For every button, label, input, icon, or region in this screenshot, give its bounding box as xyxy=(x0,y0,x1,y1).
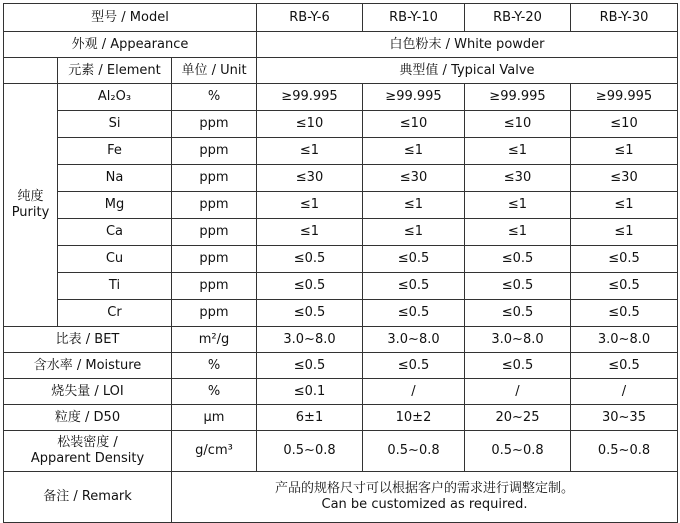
value-cell: ≥99.995 xyxy=(257,84,363,111)
value-cell: ≤1 xyxy=(257,219,363,246)
value-cell: ≤0.5 xyxy=(465,273,571,300)
purity-row xyxy=(4,111,678,138)
remark-label: 备注 / Remark xyxy=(4,472,172,523)
spec-table xyxy=(3,3,678,523)
unit-cell: ppm xyxy=(172,273,257,300)
element-name: Ca xyxy=(58,219,172,246)
value-cell: ≤10 xyxy=(257,111,363,138)
value-cell: ≤0.1 xyxy=(257,379,363,405)
purity-row xyxy=(4,246,678,273)
value-cell: / xyxy=(363,379,465,405)
value-cell: ≤1 xyxy=(257,138,363,165)
value-cell: ≤0.5 xyxy=(257,246,363,273)
model-label: 型号 / Model xyxy=(4,4,257,32)
unit-cell: % xyxy=(172,379,257,405)
value-cell: 0.5~0.8 xyxy=(363,431,465,472)
property-row xyxy=(4,353,678,379)
unit-column-header: 单位 / Unit xyxy=(172,58,257,84)
value-cell: ≤1 xyxy=(571,138,678,165)
element-name: Mg xyxy=(58,192,172,219)
property-row xyxy=(4,327,678,353)
purity-label xyxy=(4,84,58,327)
density-label xyxy=(4,431,172,472)
value-cell: ≥99.995 xyxy=(363,84,465,111)
model-name: RB-Y-10 xyxy=(363,4,465,32)
unit-cell: ppm xyxy=(172,246,257,273)
value-cell: ≤30 xyxy=(257,165,363,192)
element-name: Cu xyxy=(58,246,172,273)
appearance-row xyxy=(4,32,678,58)
remark-text xyxy=(172,472,678,523)
purity-row xyxy=(4,192,678,219)
remark-text-cn: 产品的规格尺寸可以根据客户的需求进行调整定制。 xyxy=(274,481,574,496)
value-cell: ≥99.995 xyxy=(465,84,571,111)
value-cell: 3.0~8.0 xyxy=(465,327,571,353)
value-cell: ≤10 xyxy=(465,111,571,138)
density-label-en: Apparent Density xyxy=(30,451,145,466)
value-cell: ≥99.995 xyxy=(571,84,678,111)
property-label: 含水率 / Moisture xyxy=(4,353,172,379)
purity-row xyxy=(4,84,678,111)
unit-cell: μm xyxy=(172,405,257,431)
property-label: 粒度 / D50 xyxy=(4,405,172,431)
value-cell: 0.5~0.8 xyxy=(571,431,678,472)
value-cell: / xyxy=(571,379,678,405)
value-cell: 3.0~8.0 xyxy=(571,327,678,353)
unit-cell: g/cm³ xyxy=(172,431,257,472)
value-cell: 3.0~8.0 xyxy=(363,327,465,353)
value-cell: ≤0.5 xyxy=(571,273,678,300)
unit-cell: ppm xyxy=(172,165,257,192)
value-cell: ≤1 xyxy=(363,138,465,165)
typical-value-header: 典型值 / Typical Valve xyxy=(257,58,678,84)
element-name: Ti xyxy=(58,273,172,300)
value-cell: 0.5~0.8 xyxy=(465,431,571,472)
value-cell: ≤0.5 xyxy=(363,246,465,273)
unit-cell: m²/g xyxy=(172,327,257,353)
value-cell: ≤30 xyxy=(571,165,678,192)
value-cell: ≤0.5 xyxy=(465,246,571,273)
blank-cell xyxy=(4,58,58,84)
unit-cell: % xyxy=(172,84,257,111)
value-cell: ≤1 xyxy=(571,192,678,219)
purity-row xyxy=(4,300,678,327)
unit-cell: % xyxy=(172,353,257,379)
value-cell: ≤1 xyxy=(465,192,571,219)
value-cell: 3.0~8.0 xyxy=(257,327,363,353)
value-cell: ≤1 xyxy=(363,192,465,219)
element-name: Na xyxy=(58,165,172,192)
element-name: Fe xyxy=(58,138,172,165)
value-cell: ≤0.5 xyxy=(257,353,363,379)
purity-label-cn: 纯度 xyxy=(17,189,44,204)
value-cell: ≤1 xyxy=(465,219,571,246)
property-row xyxy=(4,405,678,431)
value-cell: ≤0.5 xyxy=(571,353,678,379)
element-name: Al₂O₃ xyxy=(58,84,172,111)
property-row xyxy=(4,379,678,405)
model-name: RB-Y-30 xyxy=(571,4,678,32)
value-cell: ≤10 xyxy=(571,111,678,138)
density-label-cn: 松装密度 / xyxy=(57,435,118,450)
unit-cell: ppm xyxy=(172,300,257,327)
unit-cell: ppm xyxy=(172,192,257,219)
model-name: RB-Y-6 xyxy=(257,4,363,32)
purity-row xyxy=(4,138,678,165)
value-cell: ≤0.5 xyxy=(571,246,678,273)
model-name: RB-Y-20 xyxy=(465,4,571,32)
value-cell: 30~35 xyxy=(571,405,678,431)
element-column-header: 元素 / Element xyxy=(58,58,172,84)
value-cell: 20~25 xyxy=(465,405,571,431)
unit-cell: ppm xyxy=(172,219,257,246)
element-name: Cr xyxy=(58,300,172,327)
remark-row xyxy=(4,472,678,523)
element-name: Si xyxy=(58,111,172,138)
value-cell: ≤30 xyxy=(363,165,465,192)
value-cell: ≤1 xyxy=(363,219,465,246)
unit-cell: ppm xyxy=(172,138,257,165)
header-row xyxy=(4,4,678,32)
value-cell: ≤0.5 xyxy=(257,273,363,300)
value-cell: ≤1 xyxy=(571,219,678,246)
value-cell: ≤10 xyxy=(363,111,465,138)
value-cell: ≤0.5 xyxy=(465,353,571,379)
purity-label-en: Purity xyxy=(11,205,50,220)
value-cell: 6±1 xyxy=(257,405,363,431)
value-cell: ≤0.5 xyxy=(257,300,363,327)
value-cell: ≤30 xyxy=(465,165,571,192)
value-cell: ≤1 xyxy=(465,138,571,165)
value-cell: ≤0.5 xyxy=(363,353,465,379)
remark-text-en: Can be customized as required. xyxy=(321,497,528,512)
value-cell: / xyxy=(465,379,571,405)
density-row xyxy=(4,431,678,472)
purity-row xyxy=(4,165,678,192)
unit-cell: ppm xyxy=(172,111,257,138)
appearance-label: 外观 / Appearance xyxy=(4,32,257,58)
property-label: 烧失量 / LOI xyxy=(4,379,172,405)
value-cell: ≤0.5 xyxy=(465,300,571,327)
value-cell: ≤1 xyxy=(257,192,363,219)
purity-row xyxy=(4,273,678,300)
value-cell: ≤0.5 xyxy=(363,300,465,327)
column-header-row xyxy=(4,58,678,84)
value-cell: ≤0.5 xyxy=(571,300,678,327)
value-cell: 0.5~0.8 xyxy=(257,431,363,472)
property-label: 比表 / BET xyxy=(4,327,172,353)
value-cell: 10±2 xyxy=(363,405,465,431)
purity-row xyxy=(4,219,678,246)
value-cell: ≤0.5 xyxy=(363,273,465,300)
appearance-value: 白色粉末 / White powder xyxy=(257,32,678,58)
